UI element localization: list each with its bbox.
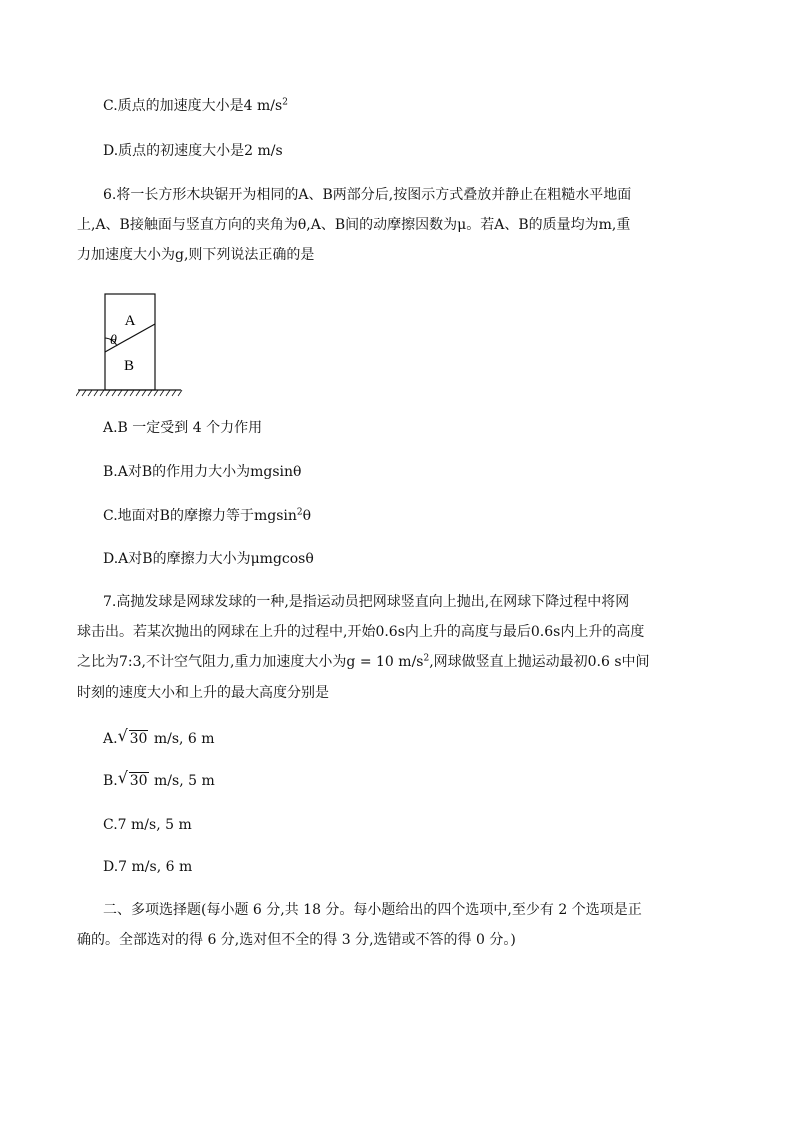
q7-option-c: C.7 m/s, 5 m (103, 817, 192, 833)
superscript: 2 (423, 653, 430, 664)
q5-option-d: D.质点的初速度大小是2 m/s (103, 143, 283, 159)
q7-stem-line3-a: 之比为7:3,不计空气阻力,重力加速度大小为g = 10 m/s (77, 654, 424, 670)
sqrt-expression (117, 726, 149, 749)
q6-option-d: D.A对B的摩擦力大小为μmgcosθ (103, 551, 314, 567)
label-theta: θ (110, 333, 117, 348)
q6-option-c (103, 506, 311, 526)
ground (76, 390, 182, 396)
radicand: 30 (129, 773, 148, 789)
q7-stem-line3 (77, 652, 650, 672)
block-diagram (76, 290, 186, 402)
q7-stem-line3-b: ,网球做竖直上抛运动最初0.6 s中间 (429, 654, 650, 670)
q7-stem-line2: 球击出。若某次抛出的网球在上升的过程中,开始0.6s内上升的高度与最后0.6s内上升的高度 (77, 624, 645, 640)
q5-option-c-text: C.质点的加速度大小是4 m/s (103, 98, 283, 114)
q7-stem-line1: 7.高抛发球是网球发球的一种,是指运动员把网球竖直向上抛出,在网球下降过程中将网 (103, 594, 630, 610)
section2-heading-line2: 确的。全部选对的得 6 分,选对但不全的得 3 分,选错或不答的得 0 分。) (77, 932, 516, 948)
q7-option-d: D.7 m/s, 6 m (103, 859, 193, 875)
option-letter: A. (103, 731, 118, 747)
q7-stem-line4: 时刻的速度大小和上升的最大高度分别是 (77, 685, 329, 701)
q6-option-c-theta: θ (302, 508, 312, 524)
label-a: A (124, 313, 136, 329)
option-value: m/s, 5 m (149, 773, 215, 789)
section2-heading-line1: 二、多项选择题(每小题 6 分,共 18 分。每小题给出的四个选项中,至少有 2 个选项是正 (103, 902, 642, 918)
q5-option-c (103, 96, 288, 116)
option-letter: B. (103, 773, 118, 789)
superscript: 2 (282, 97, 288, 108)
radicand: 30 (129, 731, 148, 747)
q7-option-b (103, 768, 215, 791)
q6-option-a: A.B 一定受到 4 个力作用 (103, 420, 263, 436)
q6-option-b: B.A对B的作用力大小为mgsinθ (103, 464, 302, 480)
sqrt-expression (117, 768, 149, 791)
q6-stem-line2: 上,A、B接触面与竖直方向的夹角为θ,A、B间的动摩擦因数为μ。若A、B的质量均为m,重 (77, 217, 631, 233)
option-value: m/s, 6 m (149, 731, 215, 747)
q6-option-c-text: C.地面对B的摩擦力等于mgsin (103, 508, 297, 524)
radical-sign: √ (117, 726, 128, 745)
q6-stem-line3: 力加速度大小为g,则下列说法正确的是 (77, 247, 315, 263)
q7-option-a (103, 726, 215, 749)
label-b: B (123, 358, 135, 374)
q6-stem-line1: 6.将一长方形木块锯开为相同的A、B两部分后,按图示方式叠放并静止在粗糙水平地面 (103, 187, 632, 203)
superscript: 2 (296, 507, 303, 518)
radical-sign: √ (117, 768, 128, 787)
